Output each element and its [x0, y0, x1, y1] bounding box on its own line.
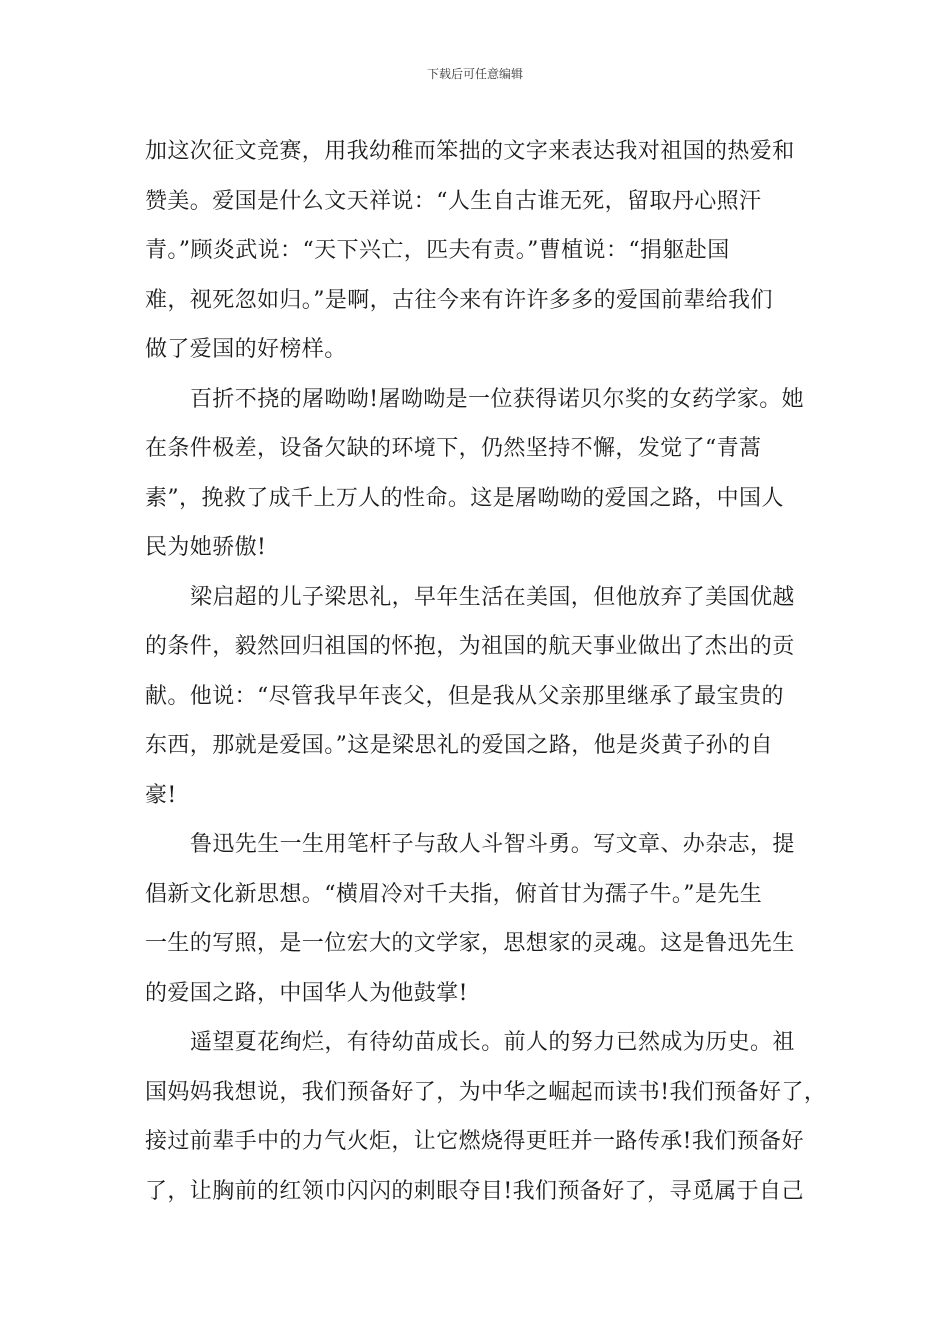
text-line: 国妈妈我想说，我们预备好了，为中华之崛起而读书!我们预备好了，: [145, 1079, 827, 1105]
header-text: 下载后可任意编辑: [426, 67, 523, 81]
text-line: 做了爱国的好榜样。: [145, 337, 347, 362]
text-line: 的爱国之路，中国华人为他鼓掌!: [145, 980, 468, 1006]
document-body: [145, 127, 827, 1216]
paragraph-start-line: 遥望夏花绚烂，有待幼苗成长。前人的努力已然成为历史。祖: [190, 1030, 795, 1055]
text-line: 的条件，毅然回归祖国的怀抱，为祖国的航天事业做出了杰出的贡: [145, 634, 795, 659]
text-line: 青。”顾炎武说：“天下兴亡，匹夫有责。”曹植说：“捐躯赴国: [145, 238, 730, 263]
text-line: 难，视死忽如归。”是啊，古往今来有许许多多的爱国前辈给我们: [145, 287, 773, 313]
text-line: 东西，那就是爱国。”这是梁思礼的爱国之路，他是炎黄子孙的自: [145, 733, 773, 758]
text-line: 民为她骄傲!: [145, 535, 267, 560]
text-line: 了，让胸前的红领巾闪闪的刺眼夺目!我们预备好了，寻觅属于自己: [145, 1178, 804, 1204]
text-line: 在条件极差，设备欠缺的环境下，仍然坚持不懈，发觉了“青蒿: [145, 436, 762, 461]
text-line: 献。他说：“尽管我早年丧父，但是我从父亲那里继承了最宝贵的: [145, 683, 784, 709]
page-header: [0, 66, 950, 82]
text-line: 素”，挽救了成千上万人的性命。这是屠呦呦的爱国之路，中国人: [145, 485, 784, 511]
paragraph-start-line: 梁启超的儿子梁思礼，早年生活在美国，但他放弃了美国优越: [190, 584, 795, 610]
paragraph-start-line: 鲁迅先生一生用笔杆子与敌人斗智斗勇。写文章、办杂志，提: [190, 832, 795, 857]
text-line: 豪!: [145, 782, 177, 808]
paragraph-start-line: 百折不挠的屠呦呦!屠呦呦是一位获得诺贝尔奖的女药学家。她: [190, 386, 805, 412]
text-line: 接过前辈手中的力气火炬，让它燃烧得更旺并一路传承!我们预备好: [145, 1129, 804, 1154]
text-line: 赞美。爱国是什么文天祥说：“人生自古谁无死，留取丹心照汗: [145, 188, 762, 214]
text-line: 加这次征文竞赛，用我幼稚而笨拙的文字来表达我对祖国的热爱和: [145, 139, 795, 164]
text-line: 一生的写照，是一位宏大的文学家，思想家的灵魂。这是鲁迅先生: [145, 931, 795, 956]
text-line: 倡新文化新思想。“横眉冷对千夫指，俯首甘为孺子牛。”是先生: [145, 881, 763, 907]
